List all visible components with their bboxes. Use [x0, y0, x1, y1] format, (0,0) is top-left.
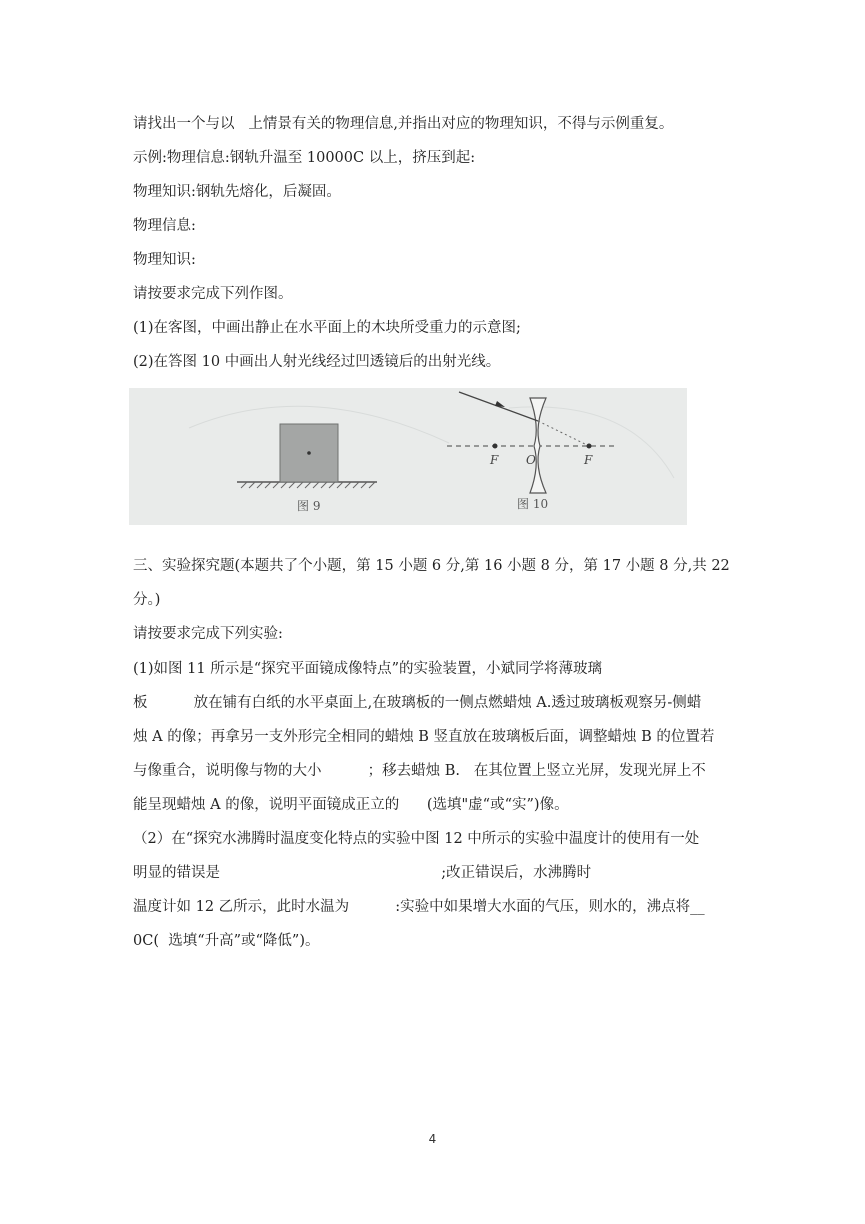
label-f-left: F [490, 453, 499, 467]
label-o: O [526, 453, 536, 467]
text-line: 分。) [133, 592, 161, 608]
text-line: (2)在答图 10 中画出人射光线经过凹透镜后的出射光线。 [133, 354, 501, 370]
text-line: 物理知识:钢轨先熔化，后凝固。 [133, 184, 341, 200]
focal-point-left [493, 444, 498, 449]
text-line: 板 放在铺有白纸的水平桌面上,在玻璃板的一侧点燃蜡烛 A.透过玻璃板观察另-侧蜡 [133, 695, 702, 711]
text-line: 请按要求完成下列实验: [133, 626, 283, 642]
text-line: 请找出一个与以 上情景有关的物理信息,并指出对应的物理知识，不得与示例重复。 [133, 116, 674, 132]
text-line: 与像重合，说明像与物的大小 ；移去蜡烛 B. 在其位置上竖立光屏，发现光屏上不 [133, 763, 706, 779]
text-line: 能呈现蜡烛 A 的像，说明平面镜成正立的 (选填"虚“或“实”)像。 [133, 797, 569, 813]
fig9-caption: 图 9 [297, 499, 321, 513]
figure-image [129, 388, 687, 525]
text-line: 请按要求完成下列作图。 [133, 286, 293, 302]
label-f-right: F [584, 453, 593, 467]
text-line: 明显的错误是 ;改正错误后，水沸腾时 [133, 865, 592, 881]
page-number: 4 [428, 1132, 437, 1146]
text-line: 0C( 选填“升高”或“降低”)。 [133, 933, 320, 949]
text-line: 示例:物理信息:钢轨升温至 10000C 以上，挤压到起: [133, 150, 476, 166]
text-line: 物理知识: [133, 252, 196, 268]
block-center-dot [307, 451, 311, 455]
focal-point-right [587, 444, 592, 449]
text-line: (1)如图 11 所示是“探究平面镜成像特点”的实验装置，小斌同学将薄玻璃 [133, 661, 603, 677]
text-line: （2）在“探究水沸腾时温度变化特点的实验中图 12 中所示的实验中温度计的使用有一处 [133, 831, 700, 847]
fig10-caption: 图 10 [517, 497, 549, 511]
text-line: 温度计如 12 乙所示，此时水温为 :实验中如果增大水面的气压，则水的，沸点将__ [133, 899, 705, 915]
text-line: 烛 A 的像；再拿另一支外形完全相同的蜡烛 B 竖直放在玻璃板后面，调整蜡烛 B 的位置若 [133, 729, 715, 745]
text-line: 物理信息: [133, 218, 196, 234]
figure-9-10 [129, 388, 687, 525]
text-line: 三、实验探究题(本题共了个小题，第 15 小题 6 分,第 16 小题 8 分，第 17 小题 8 分,共 22 [133, 558, 730, 574]
text-line: (1)在客图，中画出静止在水平面上的木块所受重力的示意图; [133, 320, 521, 336]
